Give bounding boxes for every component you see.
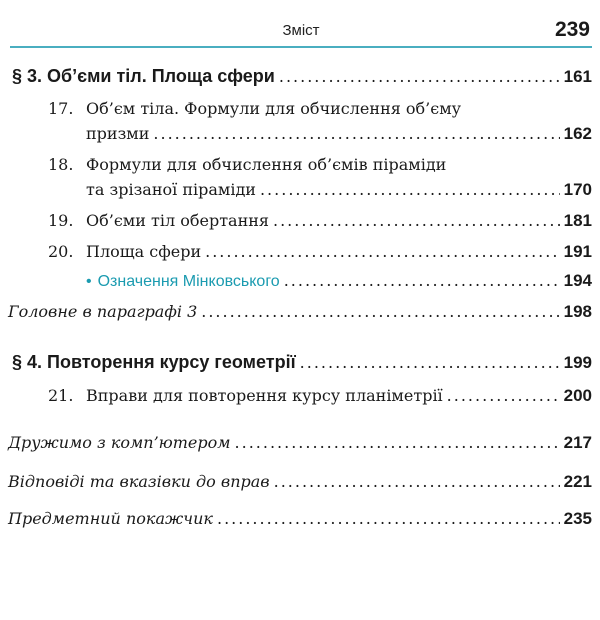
toc-section-3-label: § 3. Об’єми тіл. Площа сфери (12, 66, 275, 86)
toc-item-19[interactable] (48, 211, 592, 231)
leader-dots (274, 472, 560, 491)
leader-dots (300, 353, 560, 372)
toc-answers-title: Відповіді та вказівки до вправ (8, 472, 270, 491)
toc-item-18[interactable] (86, 180, 592, 200)
toc-item-20-number: 20. (48, 242, 74, 261)
toc-item-19-title: Об’єми тіл обертання (86, 211, 269, 230)
toc-item-18-title-cont: та зрізаної піраміди (86, 180, 256, 199)
toc-subitem-minkowski-page: 194 (563, 271, 592, 290)
toc-computer-page: 217 (563, 433, 592, 452)
leader-dots (447, 386, 560, 405)
leader-dots (284, 271, 560, 290)
page-number: 239 (554, 18, 590, 41)
toc-index[interactable] (8, 509, 592, 529)
toc-item-19-number: 19. (48, 211, 74, 230)
toc-item-18-line1[interactable] (48, 155, 446, 174)
toc-answers-page: 221 (563, 472, 592, 491)
toc-section-4[interactable] (12, 352, 592, 373)
leader-dots (153, 124, 559, 143)
toc-item-18-page: 170 (563, 180, 592, 199)
toc-summary-3-page: 198 (563, 302, 592, 321)
toc-index-title: Предметний покажчик (8, 509, 213, 528)
leader-dots (260, 180, 560, 199)
toc-item-21-title: Вправи для повторення курсу планіметрії (86, 386, 443, 405)
toc-item-21[interactable] (48, 386, 592, 406)
toc-computer-title: Дружимо з комп’ютером (8, 433, 231, 452)
toc-section-3-page: 161 (563, 67, 592, 86)
toc-item-17-page: 162 (563, 124, 592, 143)
toc-section-4-label: § 4. Повторення курсу геометрії (12, 352, 296, 372)
toc-summary-3[interactable] (8, 302, 592, 322)
toc-item-17[interactable] (86, 124, 592, 144)
toc-section-3[interactable] (12, 66, 592, 87)
toc-item-17-title: Об’єм тіла. Формули для обчислення об’єму (86, 99, 462, 118)
toc-item-21-number: 21. (48, 386, 74, 405)
toc-computer[interactable] (8, 433, 592, 453)
toc-subitem-minkowski[interactable] (86, 271, 592, 291)
toc-item-17-line1[interactable] (48, 99, 461, 118)
page-header (10, 18, 592, 46)
toc-subitem-minkowski-title: Означення Мінковського (97, 273, 280, 290)
toc-section-4-page: 199 (563, 353, 592, 372)
toc-index-page: 235 (563, 509, 592, 528)
toc-item-20-page: 191 (563, 242, 592, 261)
leader-dots (205, 242, 560, 261)
leader-dots (273, 211, 560, 230)
leader-dots (235, 433, 560, 452)
leader-dots (201, 302, 559, 321)
toc-item-20-title: Площа сфери (86, 242, 202, 261)
toc-item-17-number: 17. (48, 99, 74, 118)
toc-item-18-number: 18. (48, 155, 74, 174)
leader-dots (217, 509, 560, 528)
toc-summary-3-title: Головне в параграфі 3 (8, 302, 198, 321)
header-title: Зміст (282, 22, 320, 39)
toc-item-20[interactable] (48, 242, 592, 262)
toc-item-21-page: 200 (563, 386, 592, 405)
toc-answers[interactable] (8, 472, 592, 492)
toc-item-17-title-cont: призми (86, 124, 150, 143)
bullet-icon: • (86, 273, 92, 290)
toc-item-19-page: 181 (563, 211, 592, 230)
toc-item-18-title: Формули для обчислення об’ємів піраміди (86, 155, 447, 174)
header-rule (10, 46, 592, 48)
leader-dots (279, 67, 560, 86)
